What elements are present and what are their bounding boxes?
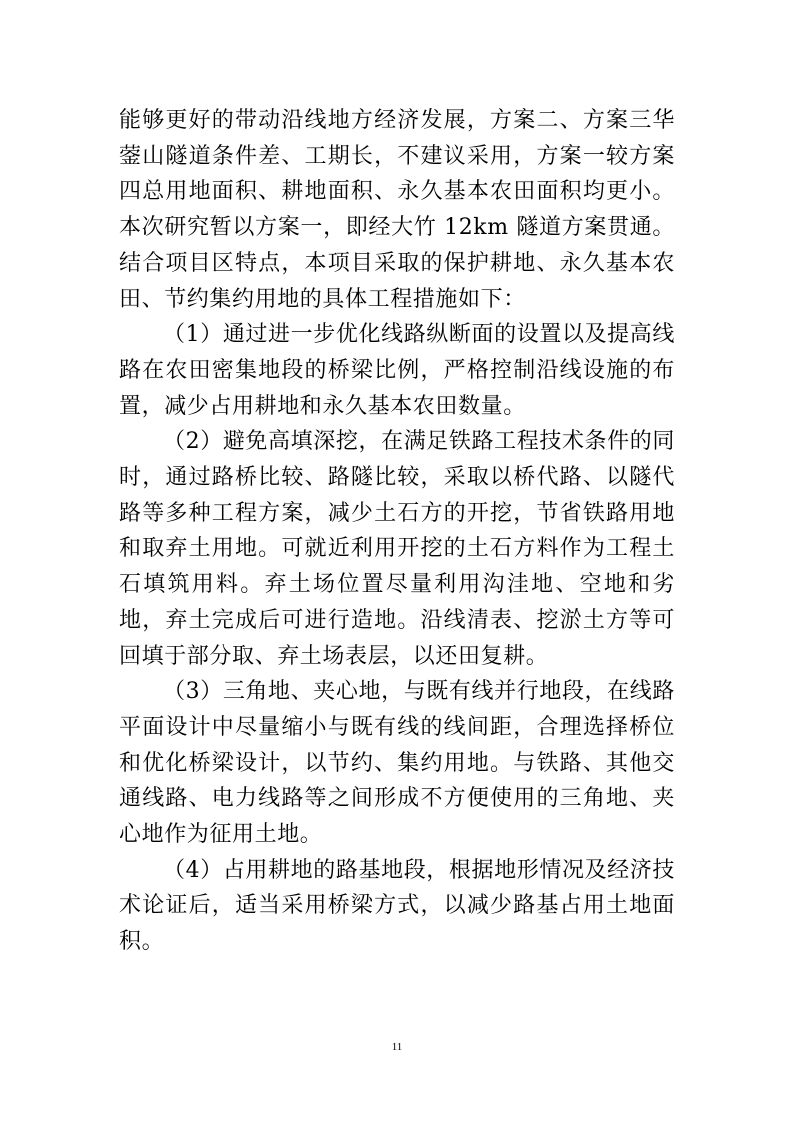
- page-number: 11: [391, 1041, 403, 1053]
- page-body: [119, 103, 675, 960]
- paragraph-measure-3: （3）三角地、夹心地，与既有线并行地段，在线路平面设计中尽量缩小与既有线的线间距，合理选择桥位和优化桥梁设计，以节约、集约用地。与铁路、其他交通线路、电力线路等之间形成不方便使用的三角地、夹心地作为征用土地。: [119, 679, 675, 848]
- paragraph-measure-4: （4）占用耕地的路基地段，根据地形情况及经济技术论证后，适当采用桥梁方式，以减少路基占用土地面积。: [119, 857, 675, 955]
- paragraph-measure-2: （2）避免高填深挖，在满足铁路工程技术条件的同时，通过路桥比较、路隧比较，采取以桥代路、以隧代路等多种工程方案，减少土石方的开挖，节省铁路用地和取弃土用地。可就近利用开挖的土石方料作为工程土石填筑用料。弃土场位置尽量利用沟洼地、空地和劣地，弃土完成后可进行造地。沿线清表、挖淤土方等可回填于部分取、弃土场表层，以还田复耕。: [119, 429, 675, 669]
- paragraph-measure-1: （1）通过进一步优化线路纵断面的设置以及提高线路在农田密集地段的桥梁比例，严格控制沿线设施的布置，减少占用耕地和永久基本农田数量。: [119, 322, 675, 419]
- paragraph-intro: 能够更好的带动沿线地方经济发展，方案二、方案三华蓥山隧道条件差、工期长，不建议采用，方案一较方案四总用地面积、耕地面积、永久基本农田面积均更小。本次研究暂以方案一，即经大竹 12km 隧道方案贯通。结合项目区特点，本项目采取的保护耕地、永久基本农田、节约集约用地的具体工程措施如下：: [119, 108, 675, 312]
